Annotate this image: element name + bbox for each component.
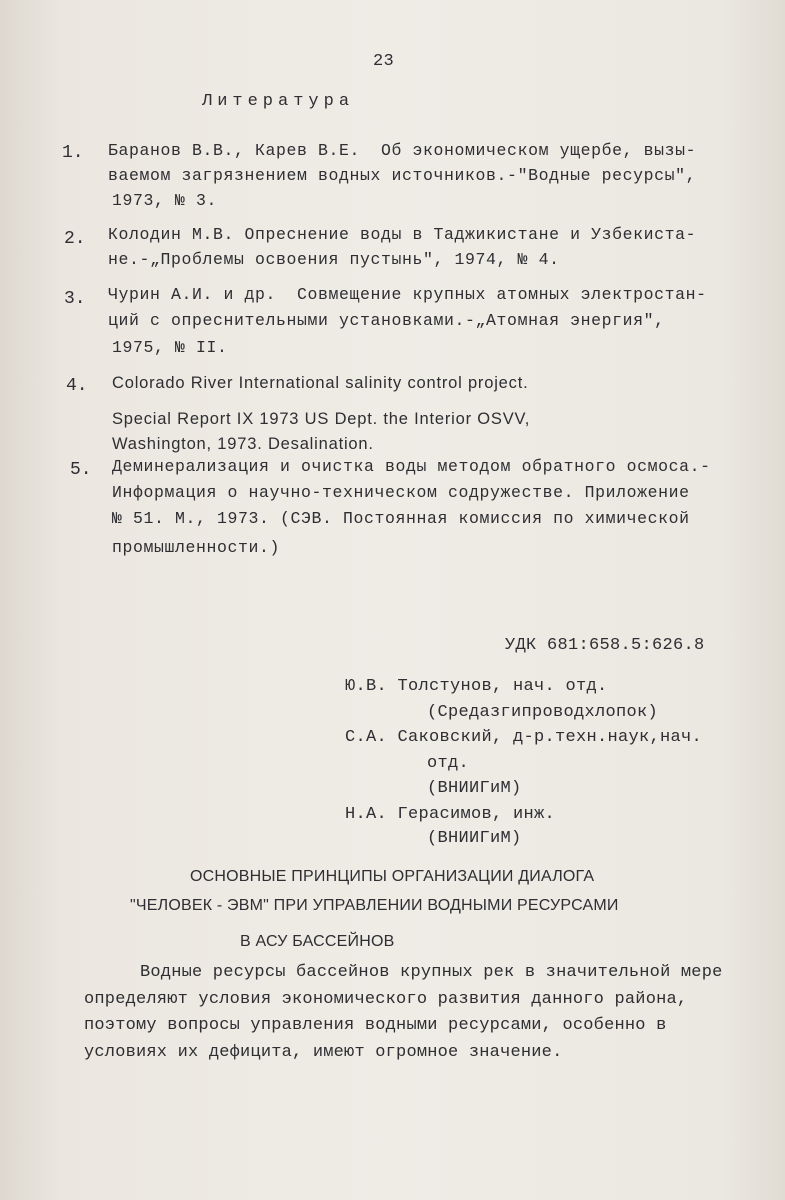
reference-line: промышленности.) (112, 538, 281, 557)
reference-line: Информация о научно-техническом содружестве. Приложение (112, 483, 690, 502)
title-line: В АСУ БАССЕЙНОВ (240, 933, 395, 950)
reference-line: Washington, 1973. Desalination. (112, 435, 374, 453)
reference-number: 2. (64, 229, 86, 249)
reference-line: не.-„Проблемы освоения пустынь", 1974, № 4. (108, 250, 560, 269)
reference-line: Colorado River International salinity control project. (112, 374, 529, 392)
reference-line: ций с опреснительными установками.-„Атомная энергия", (108, 311, 665, 330)
body-line: Водные ресурсы бассейнов крупных рек в значительной мере (140, 963, 723, 982)
references-heading: Литература (202, 92, 355, 111)
reference-line: № 51. М., 1973. (СЭВ. Постоянная комиссия по химической (112, 509, 690, 528)
author-line: (ВНИИГиМ) (427, 829, 522, 848)
reference-line: Баранов В.В., Карев В.Е. Об экономическом ущербе, вызы- (108, 141, 697, 160)
reference-line: 1973, № 3. (112, 191, 218, 210)
reference-line: Чурин А.И. и др. Совмещение крупных атомных электростан- (108, 285, 707, 304)
reference-line: Колодин М.В. Опреснение воды в Таджикистане и Узбекиста- (108, 225, 697, 244)
title-line: ОСНОВНЫЕ ПРИНЦИПЫ ОРГАНИЗАЦИИ ДИАЛОГА (190, 868, 595, 885)
author-line: Н.А. Герасимов, инж. (345, 805, 556, 824)
reference-number: 3. (64, 289, 86, 309)
body-line: определяют условия экономического развития данного района, (84, 990, 688, 1009)
body-line: условиях их дефицита, имеют огромное значение. (84, 1043, 563, 1062)
reference-line: Деминерализация и очистка воды методом обратного осмоса.- (112, 457, 711, 476)
author-line: Ю.В. Толстунов, нач. отд. (345, 677, 608, 696)
reference-number: 4. (66, 376, 88, 396)
reference-number: 5. (70, 460, 92, 480)
title-line: "ЧЕЛОВЕК - ЭВМ" ПРИ УПРАВЛЕНИИ ВОДНЫМИ РЕСУРСАМИ (130, 897, 619, 914)
reference-number: 1. (62, 143, 84, 163)
udk-code: УДК 681:658.5:626.8 (505, 636, 705, 655)
author-line: отд. (427, 754, 470, 773)
author-line: С.А. Саковский, д-р.техн.наук,нач. (345, 728, 703, 747)
author-line: (Средазгипроводхлопок) (427, 703, 659, 722)
body-line: поэтому вопросы управления водными ресурсами, особенно в (84, 1016, 667, 1035)
reference-line: ваемом загрязнением водных источников.-"Водные ресурсы", (108, 166, 697, 185)
reference-line: 1975, № II. (112, 338, 228, 357)
page-number: 23 (373, 52, 395, 71)
reference-line: Special Report IX 1973 US Dept. the Interior OSVV, (112, 410, 531, 428)
author-line: (ВНИИГиМ) (427, 779, 522, 798)
